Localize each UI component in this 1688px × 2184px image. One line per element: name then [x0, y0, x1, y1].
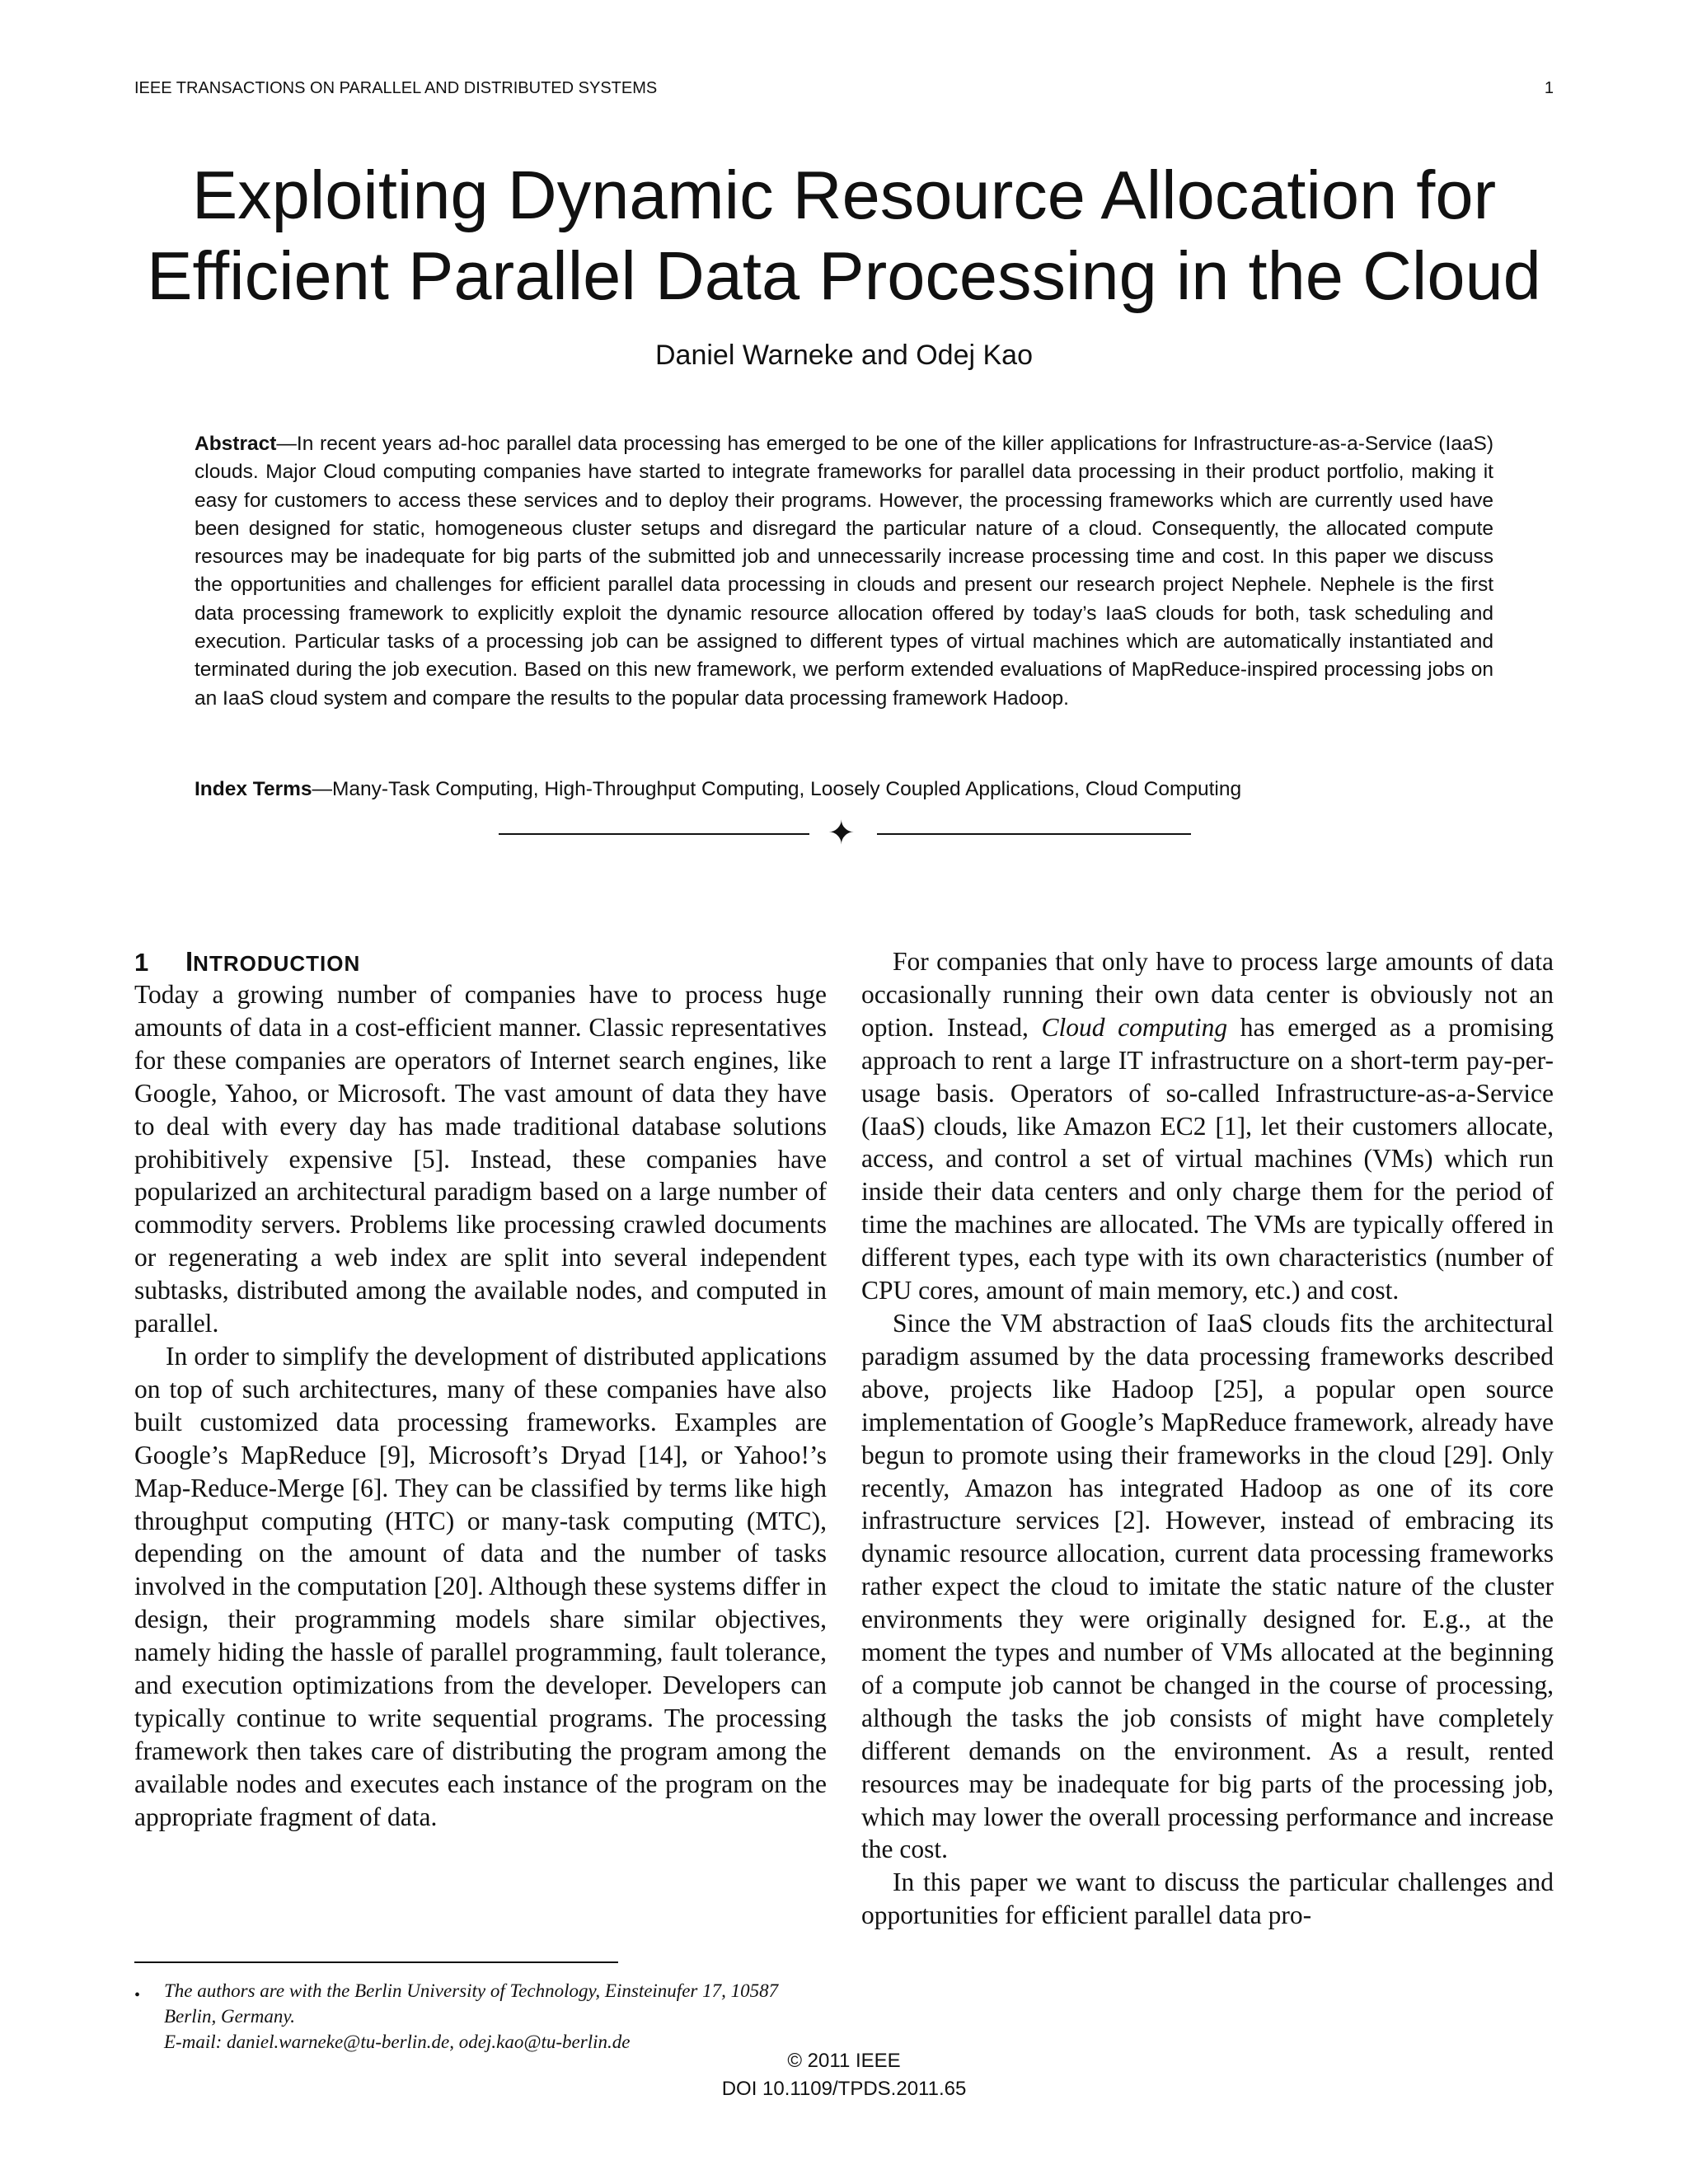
footnote-rule [134, 1961, 618, 1963]
abstract-text: —In recent years ad-hoc parallel data processing has emerged to be one of the killer applications for Infrastructure-as-a-Service (IaaS) clouds. Major Cloud computing companies have started to integrate frameworks for parallel data processing in their product portfolio, making it easy for customers to access these services and to deploy their programs. However, the processing frameworks which are currently used have been designed for static, homogeneous cluster setups and disregard the particular nature of a cloud. Consequently, the allocated compute resources may be inadequate for big parts of the submitted job and unnecessarily increase processing time and cost. In this paper we discuss the opportunities and challenges for efficient parallel data processing in clouds and present our research project Nephele. Nephele is the first data processing framework to explicitly exploit the dynamic resource allocation offered by today’s IaaS clouds for both, task scheduling and execution. Particular tasks of a processing job can be assigned to different types of virtual machines which are automatically instantiated and terminated during the job execution. Based on this new framework, we perform extended evaluations of MapReduce-inspired processing jobs on an IaaS cloud system and compare the results to the popular data processing framework Hadoop. [195, 433, 1493, 710]
page-number: 1 [1544, 79, 1554, 97]
footnote-email: E-mail: daniel.warneke@tu-berlin.de, odej.kao@tu-berlin.de [164, 2032, 631, 2052]
paragraph-3-text-b: has emerged as a promising approach to rent a large IT infrastructure on a short-term pay-per-usage basis. Operators of so-called Infrastructure-as-a-Service (IaaS) clouds, like Amazon EC2 [1], let their customers allocate, access, and control a set of virtual machines (VMs) which run inside their data centers and only charge them for the period of time the machines are allocated. The VMs are typically offered in different types, each type with its own characteristics (number of CPU cores, amount of main memory, etc.) and cost. [861, 1012, 1554, 1305]
paper-title [82, 155, 1606, 316]
intro-paragraph-3 [861, 945, 1554, 1307]
section-heading [134, 945, 827, 978]
abstract-label: Abstract [195, 433, 277, 455]
paper-title-line-1: Exploiting Dynamic Resource Allocation for [191, 157, 1497, 233]
copyright-line: © 2011 IEEE [787, 2050, 901, 2072]
section-title-rest: NTRODUCTION [193, 951, 361, 976]
right-column [861, 945, 1554, 1932]
journal-name: IEEE TRANSACTIONS ON PARALLEL AND DISTRIBUTED SYSTEMS [134, 79, 658, 97]
index-terms [195, 776, 1493, 804]
authors: Daniel Warneke and Odej Kao [654, 340, 1033, 371]
copyright-notice [0, 2047, 1688, 2103]
section-separator [499, 815, 1191, 851]
separator-rule-right [877, 833, 1191, 835]
section-number: 1 [134, 948, 149, 977]
separator-rule-left [499, 833, 809, 835]
footnote-bullet-icon: • [134, 1986, 141, 2004]
section-title-initial: I [185, 946, 194, 977]
paper-title-line-2: Efficient Parallel Data Processing in the Cloud [147, 237, 1541, 314]
left-column [134, 945, 827, 1834]
footnote-affiliation: The authors are with the Berlin University of Technology, Einsteinufer 17, 10587 Berlin, Germany. [164, 1980, 779, 2027]
intro-paragraph-1: Today a growing number of companies have to process huge amounts of data in a cost-efficient manner. Classic representatives for these companies are operators of Internet search engines, like Google, Yahoo, or Microsoft. The vast amount of data they have to deal with every day has made traditional database solutions prohibitively expensive [5]. Instead, these companies have popularized an architectural paradigm based on a large number of commodity servers. Problems like processing crawled documents or regenerating a web index are split into several independent subtasks, distributed among the available nodes, and computed in parallel. [134, 980, 827, 1338]
abstract [195, 430, 1493, 713]
index-terms-label: Index Terms [195, 778, 312, 800]
paragraph-3-text-a: For companies that only have to process large amounts of data occasionally running their own data center is obviously not an option. Instead, [861, 947, 1554, 1042]
author-footnote [134, 1978, 827, 2055]
intro-paragraph-5: In this paper we want to discuss the particular challenges and opportunities for efficient parallel data pro- [861, 1868, 1554, 1930]
index-terms-text: —Many-Task Computing, High-Throughput Computing, Loosely Coupled Applications, Cloud Computing [312, 778, 1242, 800]
doi-line: DOI 10.1109/TPDS.2011.65 [721, 2078, 967, 2100]
separator-diamond-icon: ✦ [828, 815, 856, 851]
cloud-computing-term: Cloud computing [1041, 1012, 1228, 1042]
intro-paragraph-2: In order to simplify the development of distributed applications on top of such architectures, many of these companies have also built customized data processing frameworks. Examples are Google’s MapReduce [9], Microsoft’s Dryad [14], or Yahoo!’s Map-Reduce-Merge [6]. They can be classified by terms like high throughput computing (HTC) or many-task computing (MTC), depending on the amount of data and the number of tasks involved in the computation [20]. Although these systems differ in design, their programming models share similar objectives, namely hiding the hassle of parallel programming, fault tolerance, and execution optimizations from the developer. Developers can typically continue to write sequential programs. The processing framework then takes care of distributing the program among the available nodes and executes each instance of the program on the appropriate fragment of data. [134, 1341, 827, 1831]
intro-paragraph-4: Since the VM abstraction of IaaS clouds fits the architectural paradigm assumed by the data processing frameworks described above, projects like Hadoop [25], a popular open source implementation of Google’s MapReduce framework, already have begun to promote using their frameworks in the cloud [29]. Only recently, Amazon has integrated Hadoop as one of its core infrastructure services [2]. However, instead of embracing its dynamic resource allocation, current data processing frameworks rather expect the cloud to imitate the static nature of the cluster environments they were originally designed for. E.g., at the moment the types and number of VMs allocated at the beginning of a compute job cannot be changed in the course of processing, although the tasks the job consists of might have completely different demands on the environment. As a result, rented resources may be inadequate for big parts of the processing job, which may lower the overall processing performance and increase the cost. [861, 1308, 1554, 1864]
running-header [134, 79, 1554, 104]
footnote-text [164, 1978, 827, 2055]
